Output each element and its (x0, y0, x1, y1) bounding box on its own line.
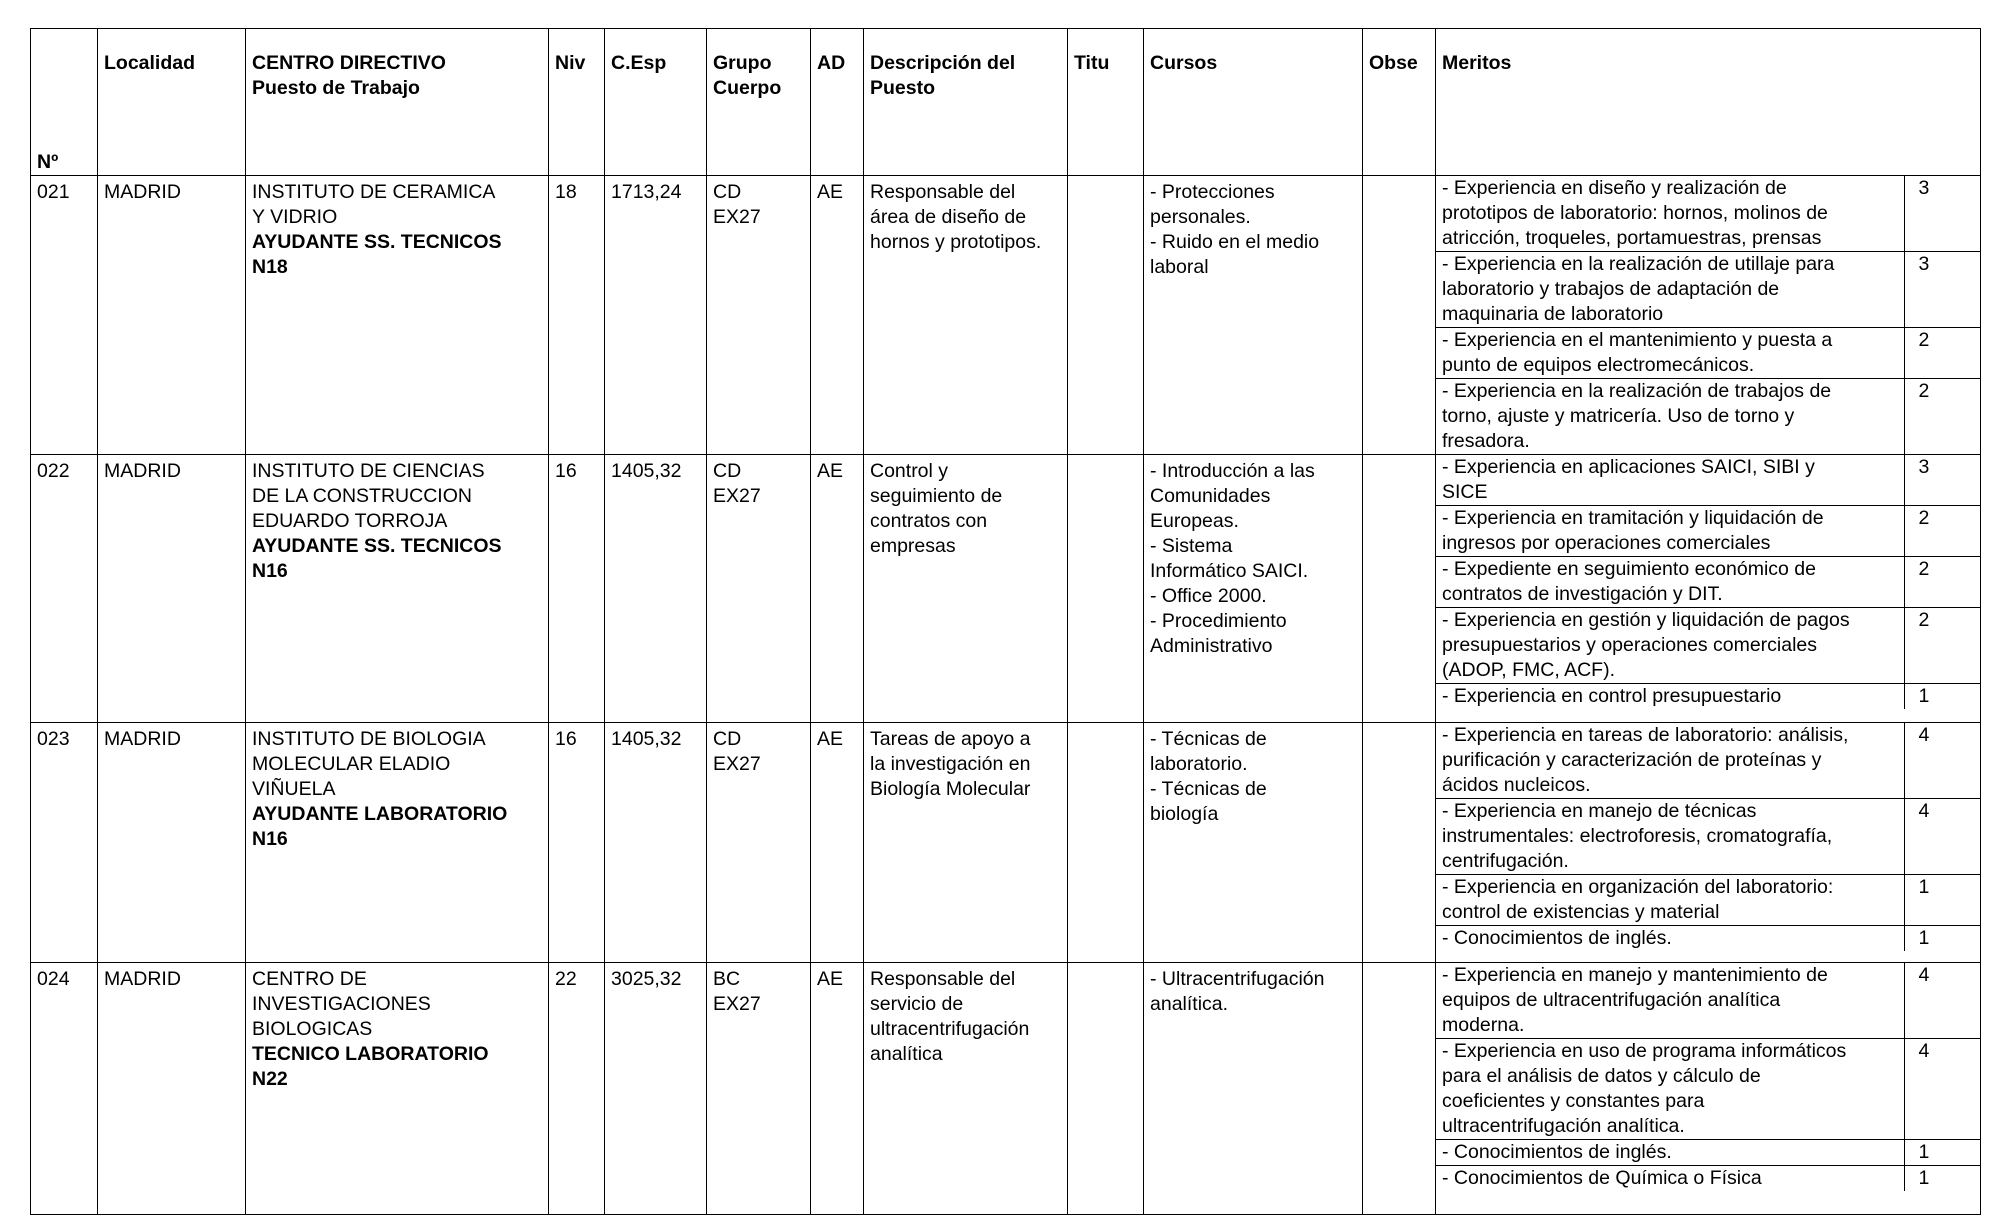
cell-niv: 18 (549, 176, 605, 455)
text-line: seguimiento de (870, 485, 1003, 507)
text-line: equipos de ultracentrifugación analítica (1442, 989, 1781, 1011)
text-line: N16 (252, 560, 288, 582)
merit-text (1436, 328, 1904, 379)
text-line: analítica. (1150, 993, 1229, 1015)
text-line: - Técnicas de (1150, 728, 1267, 750)
merit-text (1436, 875, 1904, 926)
merit-row (1436, 1039, 1981, 1140)
merit-points: 1 (1904, 926, 1981, 952)
merit-text (1436, 926, 1904, 952)
cell-cursos (1144, 963, 1363, 1215)
text-line: - Ultracentrifugación (1150, 968, 1325, 990)
text-line: (ADOP, FMC, ACF). (1442, 659, 1615, 681)
cell-localidad: MADRID (98, 723, 246, 963)
cell-no: 023 (31, 723, 98, 963)
header-no: Nº (31, 29, 98, 176)
text-line: contratos con (870, 510, 988, 532)
text-line: - Ruido en el medio (1150, 231, 1320, 253)
merit-row (1436, 608, 1981, 684)
cell-cursos (1144, 455, 1363, 723)
text-line: BC (713, 968, 741, 990)
merit-row (1436, 328, 1981, 379)
text-line: - Office 2000. (1150, 585, 1267, 607)
text-line: - Expediente en seguimiento económico de (1442, 558, 1816, 580)
text-line: centrifugación. (1442, 850, 1569, 872)
cell-cursos (1144, 176, 1363, 455)
text-line: la investigación en (870, 753, 1031, 775)
cell-no: 021 (31, 176, 98, 455)
text-line: área de diseño de (870, 206, 1027, 228)
header-titu: Titu (1068, 29, 1144, 176)
text-line: ácidos nucleicos. (1442, 774, 1591, 796)
text-line: Europeas. (1150, 510, 1239, 532)
text-line: - Introducción a las (1150, 460, 1315, 482)
merit-row (1436, 379, 1981, 455)
text-line: fresadora. (1442, 430, 1530, 452)
cell-obse (1363, 176, 1436, 455)
text-line: - Experiencia en la realización de trabajos de (1442, 380, 1832, 402)
merit-row (1436, 963, 1981, 1039)
text-line: - Experiencia en la realización de utillaje para (1442, 253, 1835, 275)
cell-titu (1068, 176, 1144, 455)
text-line: punto de equipos electromecánicos. (1442, 354, 1755, 376)
text-line: INSTITUTO DE CIENCIAS (252, 460, 485, 482)
header-obse: Obse (1363, 29, 1436, 176)
table-row (31, 723, 1981, 963)
text-line: moderna. (1442, 1014, 1525, 1036)
merit-row (1436, 252, 1981, 328)
header-localidad: Localidad (98, 29, 246, 176)
header-ad: AD (811, 29, 864, 176)
header-centro: CENTRO DIRECTIVO Puesto de Trabajo (246, 29, 549, 176)
text-line: empresas (870, 535, 956, 557)
cell-niv: 22 (549, 963, 605, 1215)
text-line: - Conocimientos de inglés. (1442, 927, 1672, 949)
text-line: purificación y caracterización de proteínas y (1442, 749, 1822, 771)
cell-localidad: MADRID (98, 963, 246, 1215)
text-line: - Experiencia en aplicaciones SAICI, SIBI y (1442, 456, 1815, 478)
text-line: Responsable del (870, 181, 1016, 203)
text-line: TECNICO LABORATORIO (252, 1043, 489, 1065)
cell-grupo (707, 455, 811, 723)
merits-table (1436, 455, 1981, 709)
text-line: - Técnicas de (1150, 778, 1267, 800)
text-line: - Conocimientos de inglés. (1442, 1141, 1672, 1163)
merits-table (1436, 723, 1981, 951)
merit-text (1436, 252, 1904, 328)
text-line: instrumentales: electroforesis, cromatografía, (1442, 825, 1833, 847)
merit-text (1436, 723, 1904, 799)
merit-points: 2 (1904, 328, 1981, 379)
cell-cesp: 3025,32 (605, 963, 707, 1215)
text-line: Administrativo (1150, 635, 1273, 657)
cell-descripcion (864, 723, 1068, 963)
cell-cursos (1144, 723, 1363, 963)
cell-meritos (1436, 963, 1981, 1215)
merit-points: 3 (1904, 252, 1981, 328)
text-line: ultracentrifugación (870, 1018, 1030, 1040)
text-line: N22 (252, 1068, 288, 1090)
header-cursos: Cursos (1144, 29, 1363, 176)
text-line: hornos y prototipos. (870, 231, 1042, 253)
text-line: EX27 (713, 993, 761, 1015)
merit-row (1436, 723, 1981, 799)
text-line: BIOLOGICAS (252, 1018, 373, 1040)
merit-points: 1 (1904, 684, 1981, 710)
text-line: contratos de investigación y DIT. (1442, 583, 1723, 605)
cell-ad: AE (811, 176, 864, 455)
document-page (30, 28, 1980, 1219)
merit-row (1436, 875, 1981, 926)
table-body (31, 176, 1981, 1215)
text-line: - Experiencia en diseño y realización de (1442, 177, 1787, 199)
text-line: analítica (870, 1043, 943, 1065)
text-line: torno, ajuste y matricería. Uso de torno y (1442, 405, 1795, 427)
text-line: Responsable del (870, 968, 1016, 990)
merits-table (1436, 963, 1981, 1191)
text-line: prototipos de laboratorio: hornos, molinos de (1442, 202, 1828, 224)
merit-points: 1 (1904, 1140, 1981, 1166)
text-line: N16 (252, 828, 288, 850)
merit-row (1436, 455, 1981, 506)
text-line: Y VIDRIO (252, 206, 338, 228)
text-line: CD (713, 460, 742, 482)
merit-row (1436, 506, 1981, 557)
merit-points: 3 (1904, 455, 1981, 506)
text-line: INVESTIGACIONES (252, 993, 431, 1015)
cell-centro (246, 963, 549, 1215)
text-line: - Experiencia en manejo y mantenimiento de (1442, 964, 1828, 986)
text-line: - Experiencia en control presupuestario (1442, 685, 1782, 707)
merit-text (1436, 1039, 1904, 1140)
merit-text (1436, 455, 1904, 506)
merit-points: 2 (1904, 608, 1981, 684)
table-row (31, 455, 1981, 723)
text-line: - Protecciones (1150, 181, 1275, 203)
cell-ad: AE (811, 963, 864, 1215)
cell-grupo (707, 176, 811, 455)
merit-points: 1 (1904, 1166, 1981, 1192)
merit-text (1436, 176, 1904, 252)
text-line: para el análisis de datos y cálculo de (1442, 1065, 1761, 1087)
text-line: Informático SAICI. (1150, 560, 1309, 582)
cell-descripcion (864, 176, 1068, 455)
cell-titu (1068, 963, 1144, 1215)
cell-ad: AE (811, 455, 864, 723)
merit-row (1436, 684, 1981, 710)
cell-centro (246, 176, 549, 455)
text-line: atricción, troqueles, portamuestras, prensas (1442, 227, 1822, 249)
text-line: AYUDANTE SS. TECNICOS (252, 231, 502, 253)
text-line: - Conocimientos de Química o Física (1442, 1167, 1762, 1189)
table-row (31, 176, 1981, 455)
text-line: EDUARDO TORROJA (252, 510, 448, 532)
merit-text (1436, 799, 1904, 875)
merit-points: 4 (1904, 963, 1981, 1039)
text-line: personales. (1150, 206, 1251, 228)
cell-descripcion (864, 963, 1068, 1215)
text-line: ultracentrifugación analítica. (1442, 1115, 1685, 1137)
cell-titu (1068, 455, 1144, 723)
merit-points: 2 (1904, 506, 1981, 557)
merit-points: 3 (1904, 176, 1981, 252)
header-meritos: Meritos (1436, 29, 1981, 176)
merit-points: 2 (1904, 379, 1981, 455)
text-line: laboratorio. (1150, 753, 1248, 775)
merit-row (1436, 1166, 1981, 1192)
text-line: EX27 (713, 485, 761, 507)
header-row (31, 29, 1981, 176)
cell-niv: 16 (549, 455, 605, 723)
merit-text (1436, 1166, 1904, 1192)
cell-obse (1363, 963, 1436, 1215)
cell-meritos (1436, 176, 1981, 455)
merit-points: 2 (1904, 557, 1981, 608)
merit-row (1436, 557, 1981, 608)
cell-grupo (707, 963, 811, 1215)
text-line: biología (1150, 803, 1219, 825)
cell-meritos (1436, 723, 1981, 963)
text-line: presupuestarios y operaciones comerciales (1442, 634, 1818, 656)
header-niv: Niv (549, 29, 605, 176)
text-line: INSTITUTO DE CERAMICA (252, 181, 496, 203)
header-grupo: Grupo Cuerpo (707, 29, 811, 176)
text-line: laboratorio y trabajos de adaptación de (1442, 278, 1780, 300)
text-line: servicio de (870, 993, 964, 1015)
merit-text (1436, 684, 1904, 710)
header-cesp: C.Esp (605, 29, 707, 176)
merit-row (1436, 926, 1981, 952)
text-line: Tareas de apoyo a (870, 728, 1031, 750)
text-line: - Sistema (1150, 535, 1233, 557)
text-line: AYUDANTE LABORATORIO (252, 803, 508, 825)
merit-text (1436, 1140, 1904, 1166)
text-line: - Experiencia en tareas de laboratorio: análisis, (1442, 724, 1849, 746)
text-line: MOLECULAR ELADIO (252, 753, 451, 775)
cell-cesp: 1713,24 (605, 176, 707, 455)
text-line: CD (713, 728, 742, 750)
cell-meritos (1436, 455, 1981, 723)
text-line: Comunidades (1150, 485, 1271, 507)
text-line: laboral (1150, 256, 1209, 278)
text-line: coeficientes y constantes para (1442, 1090, 1705, 1112)
text-line: N18 (252, 256, 288, 278)
text-line: CD (713, 181, 742, 203)
cell-no: 024 (31, 963, 98, 1215)
cell-obse (1363, 455, 1436, 723)
text-line: INSTITUTO DE BIOLOGIA (252, 728, 486, 750)
merit-points: 4 (1904, 723, 1981, 799)
cell-no: 022 (31, 455, 98, 723)
text-line: maquinaria de laboratorio (1442, 303, 1664, 325)
merit-points: 4 (1904, 799, 1981, 875)
text-line: SICE (1442, 481, 1488, 503)
merits-table (1436, 176, 1981, 454)
text-line: Control y (870, 460, 949, 482)
text-line: EX27 (713, 753, 761, 775)
table-row (31, 963, 1981, 1215)
text-line: EX27 (713, 206, 761, 228)
job-positions-table (30, 28, 1981, 1215)
text-line: - Experiencia en tramitación y liquidación de (1442, 507, 1824, 529)
merit-points: 4 (1904, 1039, 1981, 1140)
cell-cesp: 1405,32 (605, 455, 707, 723)
cell-descripcion (864, 455, 1068, 723)
text-line: - Experiencia en organización del laboratorio: (1442, 876, 1834, 898)
merit-text (1436, 608, 1904, 684)
cell-titu (1068, 723, 1144, 963)
text-line: - Experiencia en el mantenimiento y puesta a (1442, 329, 1833, 351)
merit-text (1436, 963, 1904, 1039)
header-descripcion: Descripción del Puesto (864, 29, 1068, 176)
merit-row (1436, 176, 1981, 252)
merit-row (1436, 1140, 1981, 1166)
text-line: VIÑUELA (252, 778, 336, 800)
merit-text (1436, 379, 1904, 455)
cell-obse (1363, 723, 1436, 963)
cell-centro (246, 455, 549, 723)
text-line: DE LA CONSTRUCCION (252, 485, 472, 507)
cell-ad: AE (811, 723, 864, 963)
cell-localidad: MADRID (98, 176, 246, 455)
cell-localidad: MADRID (98, 455, 246, 723)
text-line: ingresos por operaciones comerciales (1442, 532, 1771, 554)
merit-text (1436, 506, 1904, 557)
text-line: control de existencias y material (1442, 901, 1720, 923)
text-line: - Experiencia en gestión y liquidación de pagos (1442, 609, 1850, 631)
text-line: Biología Molecular (870, 778, 1031, 800)
cell-niv: 16 (549, 723, 605, 963)
text-line: CENTRO DE (252, 968, 367, 990)
text-line: - Experiencia en manejo de técnicas (1442, 800, 1757, 822)
text-line: - Experiencia en uso de programa informáticos (1442, 1040, 1847, 1062)
merit-text (1436, 557, 1904, 608)
cell-grupo (707, 723, 811, 963)
text-line: AYUDANTE SS. TECNICOS (252, 535, 502, 557)
cell-cesp: 1405,32 (605, 723, 707, 963)
merit-row (1436, 799, 1981, 875)
merit-points: 1 (1904, 875, 1981, 926)
cell-centro (246, 723, 549, 963)
text-line: - Procedimiento (1150, 610, 1287, 632)
